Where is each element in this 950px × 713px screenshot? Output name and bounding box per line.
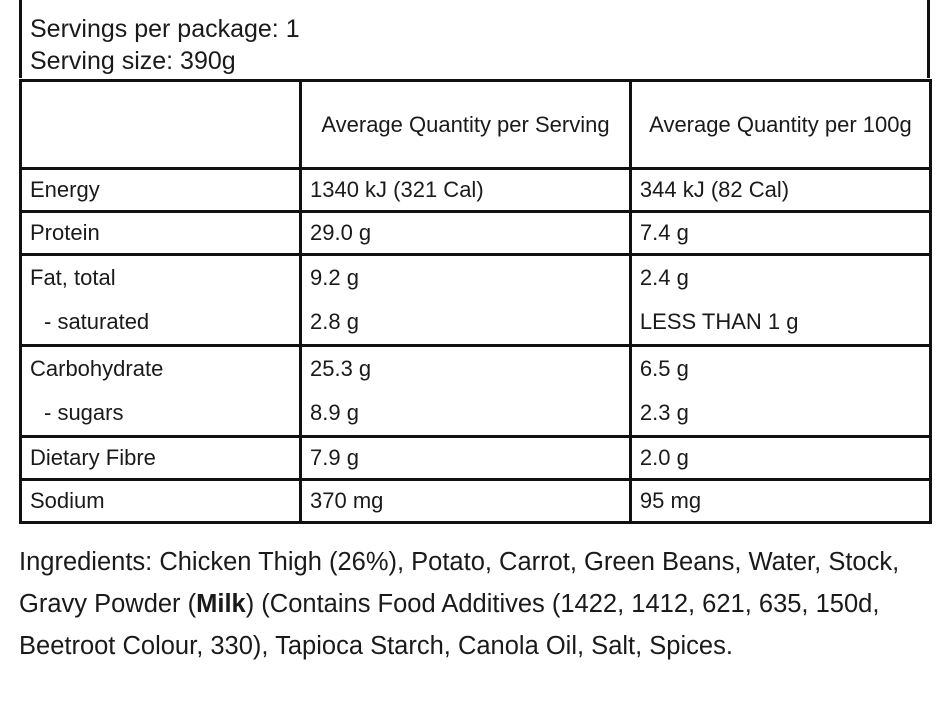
per-serving-value: 370 mg bbox=[301, 480, 631, 523]
sub-per-serving-value: 2.8 g bbox=[310, 309, 359, 334]
per-serving-value: 29.0 g bbox=[301, 212, 631, 255]
per-100g-value: 2.4 g bbox=[639, 265, 689, 290]
nutrient-label: Energy bbox=[21, 169, 301, 212]
servings-per-package: Servings per package: 1 bbox=[30, 15, 300, 43]
nutrient-label: Carbohydrate bbox=[30, 356, 164, 381]
sub-per-100g-value: 2.3 g bbox=[639, 400, 689, 425]
sub-nutrient-label: - sugars bbox=[44, 400, 124, 425]
nutrient-label-cell bbox=[21, 255, 301, 346]
per-100g-value: 2.0 g bbox=[630, 437, 930, 480]
table-row-protein bbox=[21, 212, 931, 255]
per-100g-cell bbox=[630, 255, 930, 346]
header-nutrient bbox=[21, 81, 301, 169]
ingredients-allergen: Milk bbox=[196, 590, 246, 618]
per-100g-value: 6.5 g bbox=[639, 356, 689, 381]
table-row-fat bbox=[21, 255, 931, 346]
per-serving-cell bbox=[301, 255, 631, 346]
ingredients-part-1: Ingredients: Chicken Thigh (26%), Potato, Carrot, Green Beans, Water, Stock, Gravy Powder ( bbox=[19, 548, 900, 618]
servings-info bbox=[19, 0, 930, 78]
nutrient-label: Sodium bbox=[21, 480, 301, 523]
ingredients-text bbox=[19, 541, 934, 667]
table-header-row bbox=[21, 81, 931, 169]
header-per-100g: Average Quantity per 100g bbox=[630, 81, 930, 169]
per-serving-value: 25.3 g bbox=[310, 356, 372, 381]
nutrient-label-cell bbox=[21, 346, 301, 437]
sub-per-serving-value: 8.9 g bbox=[310, 400, 359, 425]
header-per-serving: Average Quantity per Serving bbox=[301, 81, 631, 169]
ingredients-part-2: ) (Contains Food Additives (1422, 1412, 621, 635, 150d, Beetroot Colour, 330), Tapioca Starch, Canola Oil, Salt, Spices. bbox=[19, 590, 880, 660]
per-serving-value: 9.2 g bbox=[310, 265, 359, 290]
nutrition-table bbox=[19, 79, 932, 524]
per-100g-value: 7.4 g bbox=[630, 212, 930, 255]
nutrient-label: Protein bbox=[21, 212, 301, 255]
table-row-carbohydrate bbox=[21, 346, 931, 437]
nutrient-label: Fat, total bbox=[30, 265, 116, 290]
per-100g-value: 344 kJ (82 Cal) bbox=[630, 169, 930, 212]
sub-per-100g-value: LESS THAN 1 g bbox=[639, 309, 799, 334]
per-100g-value: 95 mg bbox=[630, 480, 930, 523]
table-row-energy bbox=[21, 169, 931, 212]
per-serving-value: 7.9 g bbox=[301, 437, 631, 480]
per-100g-cell bbox=[630, 346, 930, 437]
per-serving-cell bbox=[301, 346, 631, 437]
table-row-dietary-fibre bbox=[21, 437, 931, 480]
per-serving-value: 1340 kJ (321 Cal) bbox=[301, 169, 631, 212]
sub-nutrient-label: - saturated bbox=[44, 309, 150, 334]
table-row-sodium bbox=[21, 480, 931, 523]
nutrient-label: Dietary Fibre bbox=[21, 437, 301, 480]
serving-size: Serving size: 390g bbox=[30, 47, 236, 75]
